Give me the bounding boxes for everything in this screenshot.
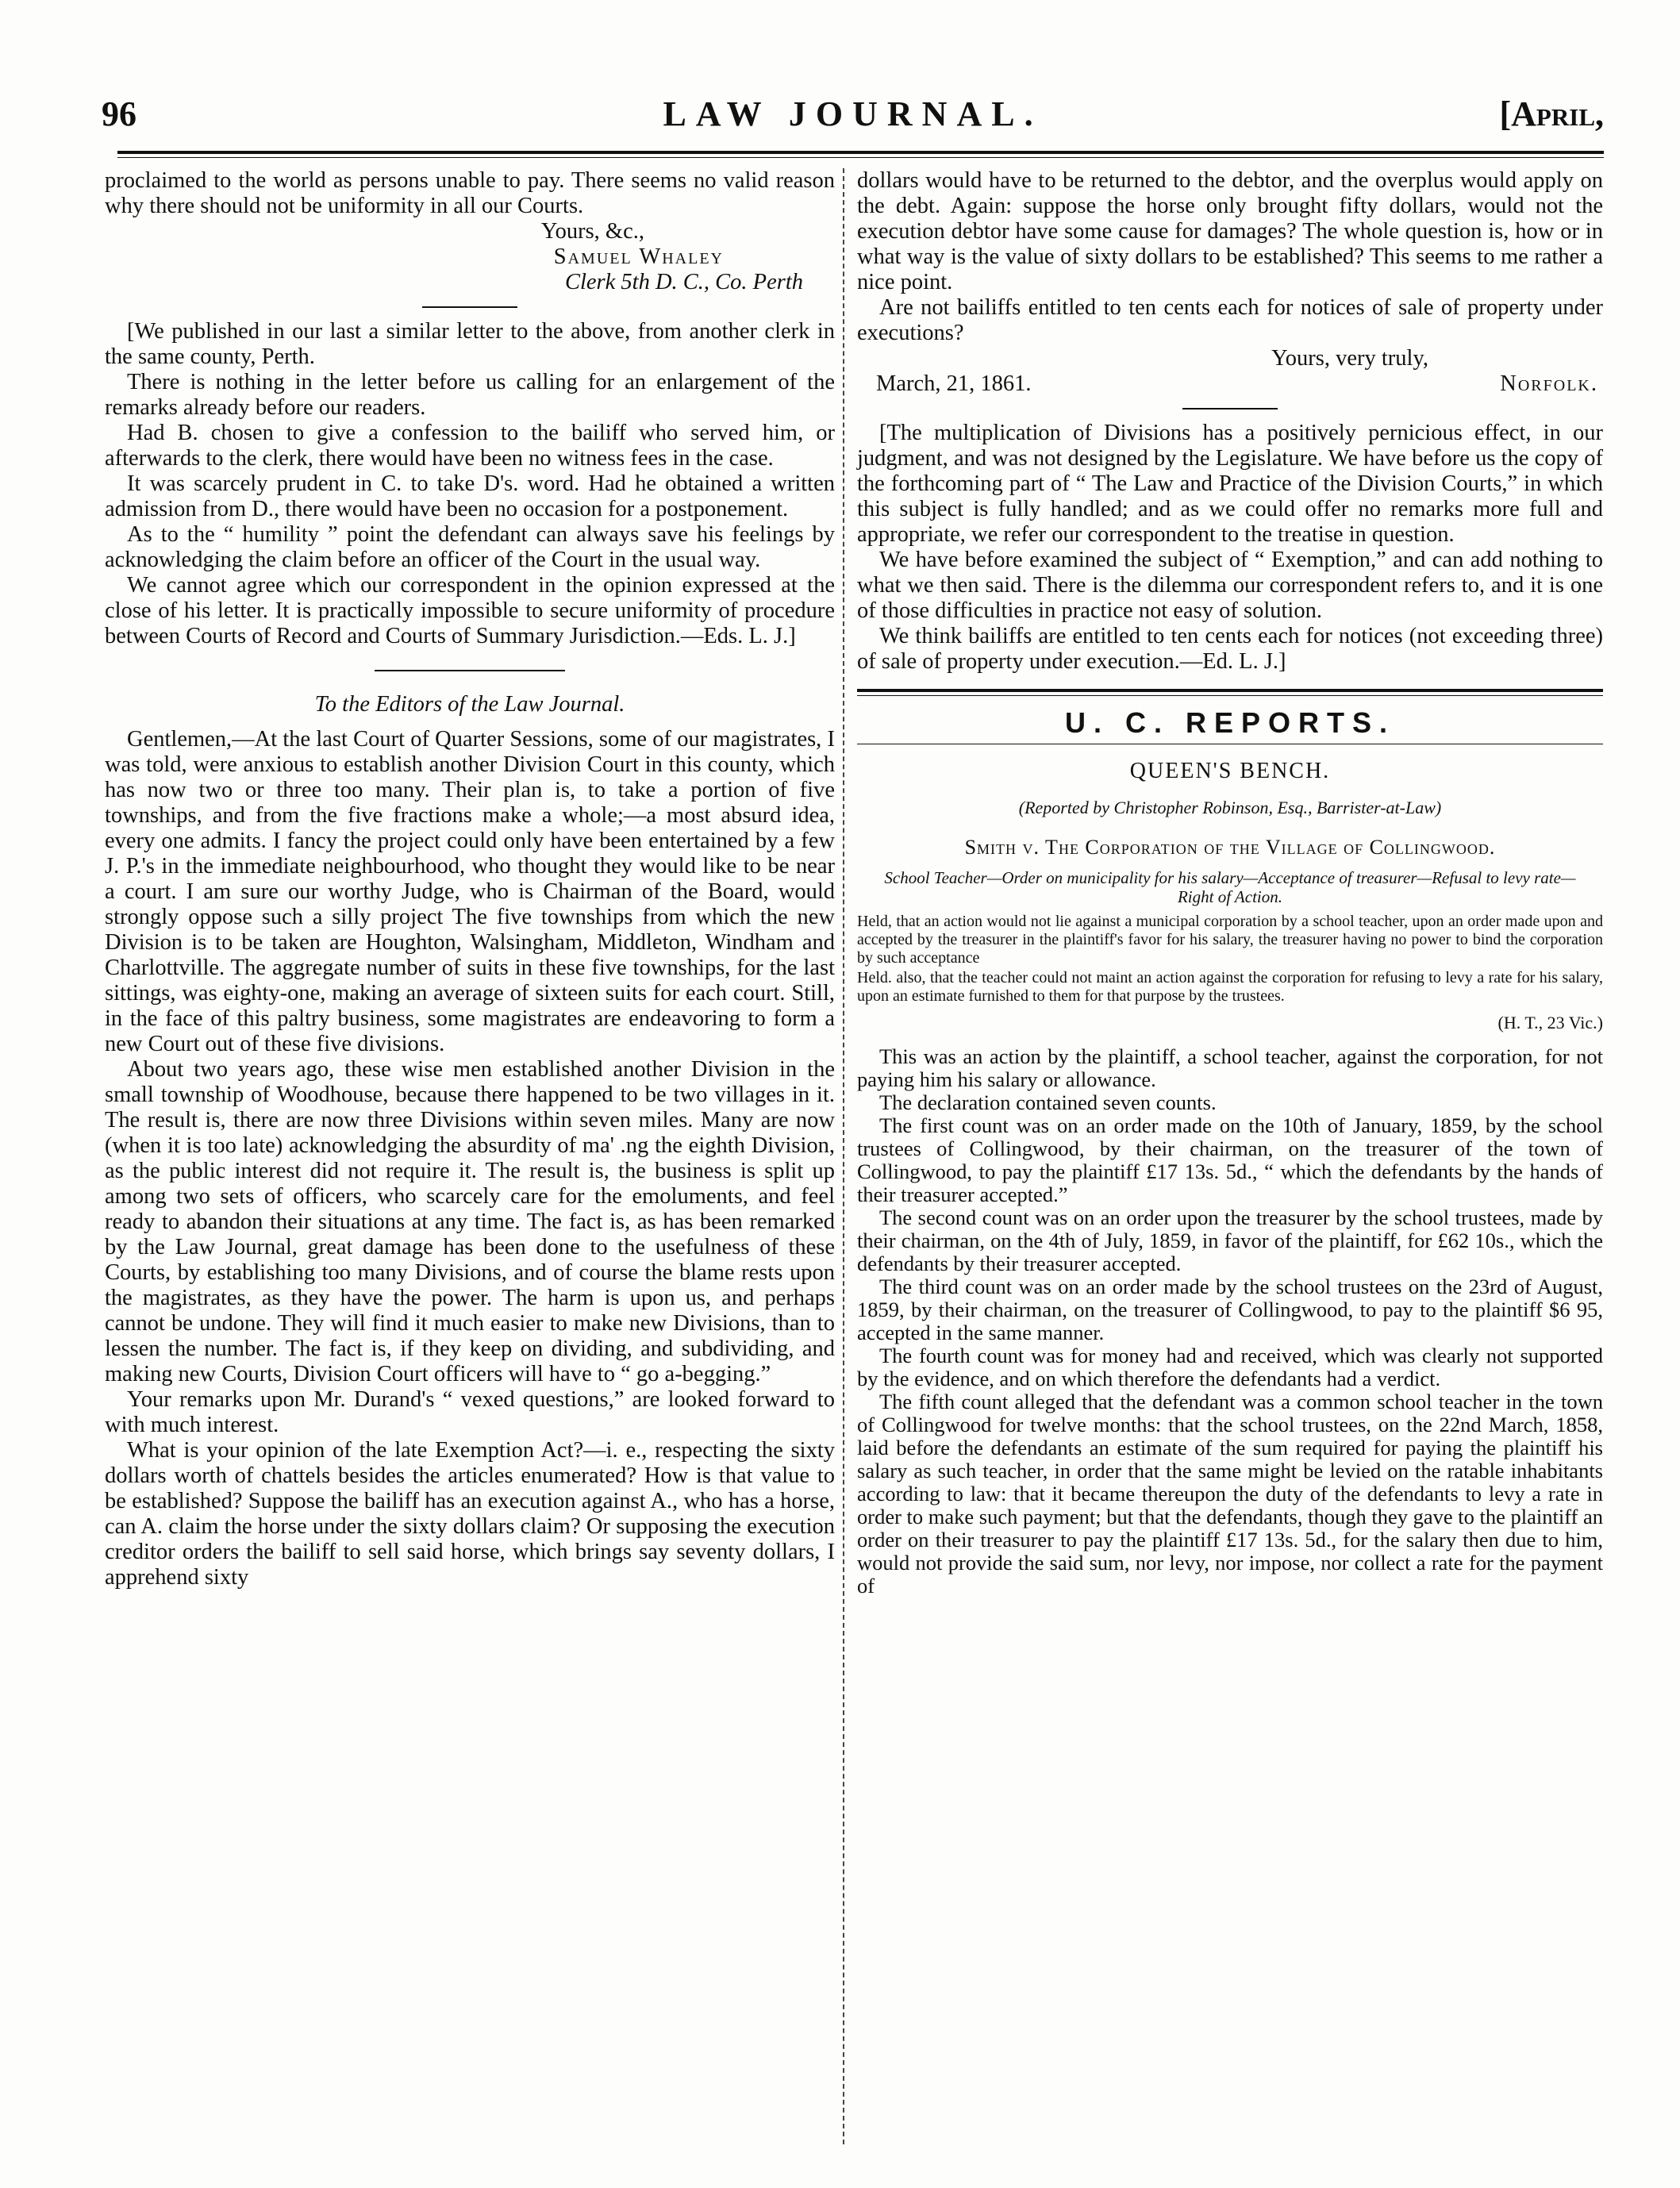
case-citation: (H. T., 23 Vic.) [1497,1013,1603,1032]
headnote-held: Held, that an action would not lie against a municipal corporation by a school teacher, upon an order made upon and accepted by the treasurer in the plaintiff's favor for his salary, the treasurer having no power to bind the corporation by such acceptance [857,913,1603,967]
letter-paragraph: Your remarks upon Mr. Durand's “ vexed questions,” are looked forward to with much interest. [105,1387,835,1437]
court-title: QUEEN'S BENCH. [1129,759,1331,783]
editorial-paragraph: Had B. chosen to give a confession to the bailiff who served him, or afterwards to the clerk, there would have been no witness fees in the case. [105,421,835,471]
editorial-paragraph: We think bailiffs are entitled to ten cents each for notices (not exceeding three) of sale of property under execution.—Ed. L. J.] [857,624,1603,674]
separator-rule [422,306,517,308]
running-title: LAW JOURNAL. [663,94,1043,133]
editorial-paragraph: We cannot agree which our correspondent in the opinion expressed at the close of his letter. It is practically impossible to secure uniformity of procedure between Courts of Record and Courts of Summary Jurisdiction.—Eds. L. J.] [105,573,835,648]
editorial-paragraph: [We published in our last a similar letter to the above, from another clerk in the same county, Perth. [105,319,835,369]
page-number: 96 [102,94,136,133]
report-paragraph: The fifth count alleged that the defendant was a common school teacher in the town of Collingwood for twelve months: that the school trustees, on the 22nd March, 1858, laid before the defendants an estimate of the sum required for paying the plaintiff his salary as such teacher, in order that the same might be levied on the ratable inhabitants according to law: that it became thereupon the duty of the defendants to levy a rate in order to make such payment; but that the defendants, though they gave to the plaintiff an order on their treasurer to pay the plaintiff £17 13s. 5d., for the salary then due to him, would not provide the said sum, nor levy, nor impose, nor collect a rate for the payment of [857,1390,1603,1598]
editorial-paragraph: We have before examined the subject of “ Exemption,” and can add nothing to what we then said. There is the dilemma our correspondent refers to, and it is one of those difficulties in practice not easy of solution. [857,548,1603,623]
letter-continued: Are not bailiffs entitled to ten cents each for notices of sale of property under executions? [857,295,1603,345]
signer-name: Samuel Whaley [553,244,724,269]
column-divider [843,168,844,2144]
signer-title: Clerk 5th D. C., Co. Perth [564,270,803,294]
closing-line: Yours, &c., [540,219,644,244]
left-column [105,168,835,1590]
report-body [857,1045,1603,1598]
report-paragraph: The first count was on an order made on the 10th of January, 1859, by the school trustees of Collingwood, by their chairman, on the treasurer of the town of Collingwood, to pay the plaintiff £17 13s. 5d., “ which the defendants by the hands of their treasurer accepted.” [857,1113,1603,1206]
editorial-paragraph: It was scarcely prudent in C. to take D's. word. Had he obtained a written admission from D., there would have been no occasion for a postponement. [105,471,835,521]
editorial-paragraph: As to the “ humility ” point the defendant can always save his feelings by acknowledging the claim before an officer of the Court in the usual way. [105,522,835,572]
letter-continued: dollars would have to be returned to the debtor, and the overplus would apply on the debt. Again: suppose the horse only brought fifty dollars, would not the execution debtor have some cause for damages? The whole question is, how or in what way is the value of sixty dollars to be established? This seems to me rather a nice point. [857,168,1603,294]
report-paragraph: The declaration contained seven counts. [879,1090,1217,1114]
right-column [857,168,1603,1598]
letter-ending: proclaimed to the world as persons unable to pay. There seems no valid reason why there should not be uniformity in all our Courts. [105,168,835,218]
headnote-topics: School Teacher—Order on municipality for his salary—Acceptance of treasurer—Refusal to levy rate—Right of Action. [884,868,1576,906]
reporter-line: (Reported by Christopher Robinson, Esq., Barrister-at-Law) [1018,798,1442,817]
letter-paragraph: What is your opinion of the late Exemption Act?—i. e., respecting the sixty dollars worth of chattels besides the articles enumerated? How is that value to be established? Suppose the bailiff has an execution against A., who has a horse, can A. claim the horse under the sixty dollars claim? Or supposing the execution creditor orders the bailiff to sell said horse, which brings say seventy dollars, I apprehend sixty [105,1438,835,1590]
editorial-paragraph: There is nothing in the letter before us calling for an enlargement of the remarks already before our readers. [105,370,835,420]
letter-paragraph: About two years ago, these wise men established another Division in the small township of Woodhouse, because there happened to be two villages in it. The result is, there are now three Divisions within seven miles. Many are now (when it is too late) acknowledging the absurdity of ma' .ng the eighth Division, as the public interest did not require it. The result is, the business is split up among two sets of officers, who scarcely care for the emoluments, and feel ready to abandon their situations at any time. The fact is, as has been remarked by the Law Journal, great damage has been done to the usefulness of these Courts, by establishing too many Divisions, and of course the blame rests upon the magistrates, as they have the power. The harm is upon us, and perhaps cannot be undone. They will find it much easier to make new Divisions, than to lessen the number. The fact is, if they keep on dividing, and subdividing, and making new Courts, Division Court officers will have to “ go a-begging.” [105,1057,835,1386]
closing-line: Yours, very truly, [1271,346,1428,371]
letter-paragraph: Gentlemen,—At the last Court of Quarter Sessions, some of our magistrates, I was told, were anxious to establish another Division Court in this county, which has now two or three too many. Their plan is, to take a portion of five townships, and from the five fractions make a whole;—a most absurd idea, every one admits. I fancy the project could only have been entertained by a few J. P.'s in the immediate neighbourhood, who thought they would like to be near a court. I am sure our worthy Judge, who is Chairman of the Board, would strongly oppose such a silly project The five townships from which the new Division is to be taken are Houghton, Walsingham, Middleton, Windham and Charlottville. The aggregate number of suits in these five townships, for the last sittings, was eighty-one, making an average of sixteen suits for each court. Still, in the face of this paltry business, some magistrates are endeavoring to form a new Court out of these five divisions. [105,727,835,1056]
editorial-paragraph: [The multiplication of Divisions has a positively pernicious effect, in our judgment, and was not designed by the Legislature. We have before us the copy of the forthcoming part of “ The Law and Practice of the Division Courts,” in which this subject is fully handled; and as we could offer no remarks more full and appropriate, we refer our correspondent to the treatise in question. [857,421,1603,547]
header-rule [117,151,1604,154]
letter-heading: To the Editors of the Law Journal. [314,692,625,717]
signer-name: Norfolk. [1500,371,1598,396]
report-paragraph: The third count was on an order made by the school trustees on the 23rd of August, 1859, by their chairman, on the treasurer of Collingwood, to pay to the plaintiff $6 95, accepted in the same manner. [857,1275,1603,1344]
headnote-held: Held. also, that the teacher could not maint an action against the corporation for refusing to levy a rate for his salary, upon an estimate furnished to them for that purpose by the trustees. [857,969,1603,1005]
separator-rule [1182,408,1278,410]
page-header [102,94,1604,149]
report-paragraph: The fourth count was for money had and received, which was clearly not supported by the evidence, and on which therefore the defendants had a verdict. [857,1344,1603,1390]
report-paragraph: The second count was on an order upon the treasurer by the school trustees, made by their chairman, on the 4th of July, 1859, in favor of the plaintiff, for £62 10s., which the defendants by their treasurer accepted. [857,1206,1603,1275]
section-title: U. C. REPORTS. [1064,706,1396,739]
separator-rule [375,670,565,671]
dateline [857,371,1603,397]
letter-date: March, 21, 1861. [876,371,1032,396]
case-title: Smith v. The Corporation of the Village of Collingwood. [964,836,1496,859]
running-month: [April, [1499,94,1604,133]
report-paragraph: This was an action by the plaintiff, a school teacher, against the corporation, for not paying him his salary or allowance. [857,1044,1603,1091]
header-rule-thin [117,157,1604,158]
section-rule [857,689,1603,696]
